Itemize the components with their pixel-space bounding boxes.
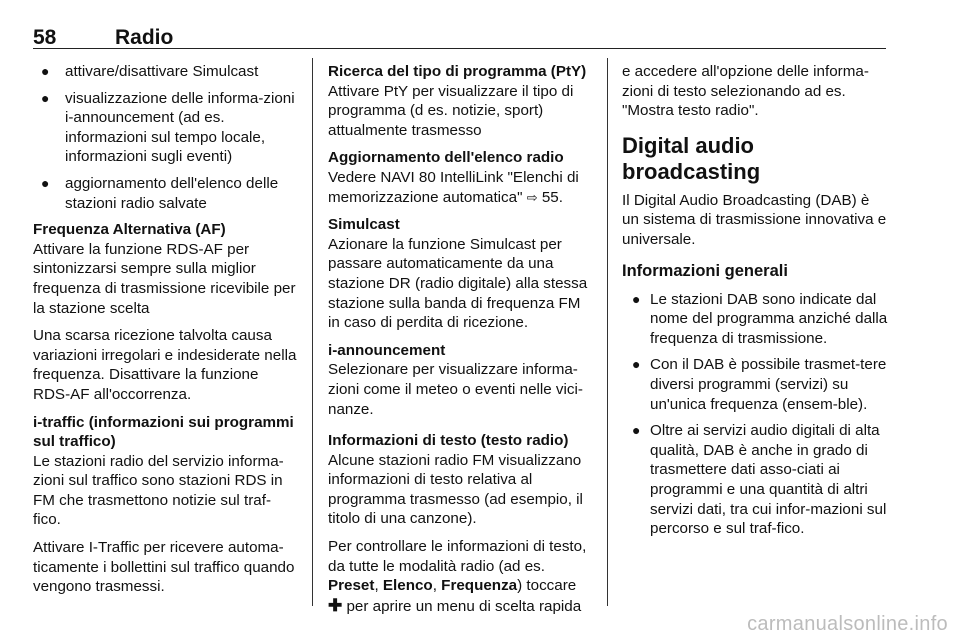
watermark-logo: carmanualsonline.info xyxy=(747,613,948,635)
traffic-text-1: Le stazioni radio del servizio informa-zioni sul traffico sono stazioni RDS in FM che trasmettono notizie sul traf-fico. xyxy=(33,452,284,529)
announcement-section xyxy=(328,341,594,419)
settings-bullet-list xyxy=(33,62,297,213)
radio-text-text: Alcune stazioni radio FM visualizzano informazioni di testo relativa al programma trasmesso (ad esempio, il titolo di una canzone). xyxy=(328,451,583,528)
traffic-section xyxy=(33,413,297,531)
traffic-text-2: Attivare I-Traffic per ricevere automa-ticamente i bollettini sul traffico quando vengono trasmessi. xyxy=(33,539,295,596)
list-item: ● aggiornamento dell'elenco delle stazioni radio salvate xyxy=(41,174,279,212)
pty-text: Attivare PtY per visualizzare il tipo di programma (d es. notizie, sport) attualmente trasmesso xyxy=(328,82,574,139)
af-heading: Frequenza Alternativa (AF) xyxy=(33,221,226,239)
list-item: ● Con il DAB è possibile trasmet-tere diversi programmi (servizi) su un'unica frequenza (ensem-ble). xyxy=(632,356,887,413)
column-3 xyxy=(622,62,888,546)
bullet-icon: ● xyxy=(41,89,50,106)
frequenza-label: Frequenza xyxy=(441,577,518,595)
list-item: ● visualizzazione delle informa-zioni i-announcement (ad es. informazioni sul tempo locale, informazioni sugli eventi) xyxy=(41,89,295,166)
radio-text-control: Per controllare le informazioni di testo, da tutte le modalità radio (ad es. Preset, Elenco, Frequenza) toccare ✚ per aprire un menu di scelta rapida xyxy=(328,538,587,615)
page-title: Radio xyxy=(115,26,174,49)
page-number: 58 xyxy=(33,26,57,49)
list-update-heading: Aggiornamento dell'elenco radio xyxy=(328,149,564,167)
simulcast-heading: Simulcast xyxy=(328,216,400,234)
general-info-heading: Informazioni generali xyxy=(622,261,788,280)
dab-text: Il Digital Audio Broadcasting (DAB) è un sistema di trasmissione innovativa e universale. xyxy=(622,191,887,248)
plus-icon: ✚ xyxy=(328,595,343,615)
bullet-icon: ● xyxy=(41,63,50,79)
simulcast-section xyxy=(328,215,594,333)
list-item: ● Oltre ai servizi audio digitali di alta qualità, DAB è anche in grado di trasmettere dati asso-ciati ai programmi e una quantità di altri servizi dati, tra cui infor-mazioni sul percorso e sul traf-fico. xyxy=(632,422,887,538)
radio-text-section xyxy=(328,431,594,529)
preset-label: Preset xyxy=(328,577,375,595)
traffic-heading: i-traffic (informazioni sui programmi sul traffico) xyxy=(33,413,294,451)
af-text-1: Attivare la funzione RDS-AF per sintonizzarsi sempre sulla miglior frequenza di trasmissione ricevibile per la stazione scelta xyxy=(33,240,296,317)
bullet-icon: ● xyxy=(632,356,641,373)
bullet-icon: ● xyxy=(632,422,641,439)
elenco-label: Elenco xyxy=(382,577,433,595)
dab-bullet-list xyxy=(622,290,888,539)
bullet-icon: ● xyxy=(41,174,50,191)
column-2 xyxy=(328,62,594,624)
column-divider-1 xyxy=(312,58,313,606)
pty-heading: Ricerca del tipo di programma (PtY) xyxy=(328,63,587,80)
announcement-text: Selezionare per visualizzare informa-zioni come il meteo o eventi nelle vici-nanze. xyxy=(328,361,583,418)
simulcast-text: Azionare la funzione Simulcast per passare automaticamente da una stazione DR (radio digitale) alla stessa stazione sulla banda di frequenza FM in caso di perdita di ricezione. xyxy=(328,235,588,332)
af-section xyxy=(33,220,297,318)
page-reference-icon: ⇨ xyxy=(526,189,538,205)
list-item: ● Le stazioni DAB sono indicate dal nome del programma anziché dalla frequenza di trasmissione. xyxy=(632,290,888,347)
announcement-heading: i-announcement xyxy=(328,341,446,359)
list-update-text: Vedere NAVI 80 IntelliLink "Elenchi di memorizzazione automatica" xyxy=(328,168,579,206)
list-item: ● attivare/disattivare Simulcast xyxy=(41,63,259,80)
continued-text: e accedere all'opzione delle informa-zioni di testo selezionando ad es. "Mostra testo radio". xyxy=(622,63,869,120)
bullet-icon: ● xyxy=(632,290,641,307)
pty-section xyxy=(328,62,594,140)
list-update-section xyxy=(328,148,594,207)
column-divider-2 xyxy=(607,58,608,606)
radio-text-heading: Informazioni di testo (testo radio) xyxy=(328,432,569,450)
af-text-2: Una scarsa ricezione talvolta causa variazioni irregolari e indesiderate nella frequenza. Disattivare la funzione RDS-AF all'occorrenza. xyxy=(33,327,297,403)
page-header xyxy=(33,6,886,49)
dab-heading: Digital audio broadcasting xyxy=(622,132,761,184)
page-reference: 55. xyxy=(541,188,563,206)
column-1 xyxy=(33,62,297,605)
